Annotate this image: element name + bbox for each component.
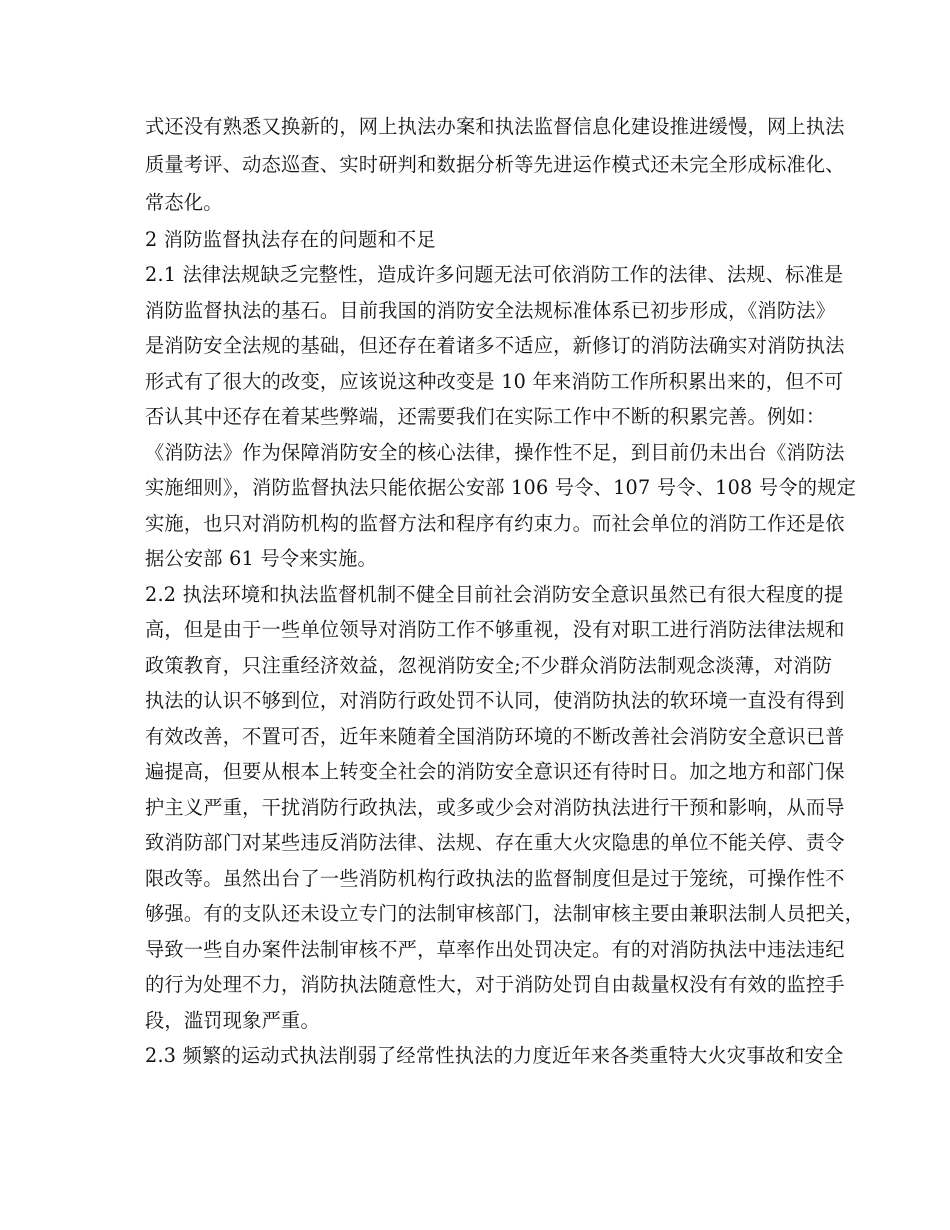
text-line: 的行为处理不力，消防执法随意性大，对于消防处罚自由裁量权没有有效的监控手 xyxy=(145,973,845,996)
text-line: 实施，也只对消防机构的监督方法和程序有约束力。而社会单位的消防工作还是依 xyxy=(145,512,845,535)
text-line: 致消防部门对某些违反消防法律、法规、存在重大火灾隐患的单位不能关停、责令 xyxy=(145,831,845,854)
text-line: 护主义严重，干扰消防行政执法，或多或少会对消防执法进行干预和影响，从而导 xyxy=(145,796,845,819)
text-line: 高，但是由于一些单位领导对消防工作不够重视，没有对职工进行消防法律法规和 xyxy=(145,618,845,641)
text-line: 执法的认识不够到位，对消防行政处罚不认同，使消防执法的软环境一直没有得到 xyxy=(145,689,845,712)
subsection-heading-line: 2.3 频繁的运动式执法削弱了经常性执法的力度近年来各类重特大火灾事故和安全 xyxy=(145,1044,844,1067)
section-heading: 2 消防监督执法存在的问题和不足 xyxy=(145,228,436,251)
text-line: 否认其中还存在着某些弊端，还需要我们在实际工作中不断的积累完善。例如： xyxy=(145,405,826,428)
text-line: 形式有了很大的改变，应该说这种改变是 10 年来消防工作所积累出来的，但不可 xyxy=(145,370,844,393)
text-line: 《消防法》作为保障消防安全的核心法律，操作性不足，到目前仍未出台《消防法 xyxy=(145,441,845,464)
text-line: 遍提高，但要从根本上转变全社会的消防安全意识还有待时日。加之地方和部门保 xyxy=(145,760,845,783)
text-line: 有效改善，不置可否，近年来随着全国消防环境的不断改善社会消防安全意识已普 xyxy=(145,725,845,748)
text-line: 质量考评、动态巡查、实时研判和数据分析等先进运作模式还未完全形成标准化、 xyxy=(145,153,845,176)
text-line: 够强。有的支队还未设立专门的法制审核部门，法制审核主要由兼职法制人员把关， xyxy=(145,902,865,925)
text-line: 限改等。虽然出台了一些消防机构行政执法的监督制度但是过于笼统，可操作性不 xyxy=(145,867,845,890)
text-line: 导致一些自办案件法制审核不严，草率作出处罚决定。有的对消防执法中违法违纪 xyxy=(145,938,845,961)
text-line: 政策教育，只注重经济效益，忽视消防安全;不少群众消防法制观念淡薄，对消防 xyxy=(145,654,833,677)
text-line: 段，滥罚现象严重。 xyxy=(145,1009,320,1032)
text-line: 据公安部 61 号令来实施。 xyxy=(145,547,377,570)
text-line: 是消防安全法规的基础，但还存在着诸多不适应，新修订的消防法确实对消防执法 xyxy=(145,334,845,357)
text-line: 实施细则》，消防监督执法只能依据公安部 106 号令、107 号令、108 号令的规定 xyxy=(145,476,857,499)
text-line: 消防监督执法的基石。目前我国的消防安全法规标准体系已初步形成，《消防法》 xyxy=(145,299,836,322)
subsection-heading-line: 2.1 法律法规缺乏完整性，造成许多问题无法可依消防工作的法律、法规、标准是 xyxy=(145,263,844,286)
text-line: 式还没有熟悉又换新的，网上执法办案和执法监督信息化建设推进缓慢，网上执法 xyxy=(145,115,845,138)
text-line: 常态化。 xyxy=(145,191,223,214)
subsection-heading-line: 2.2 执法环境和执法监督机制不健全目前社会消防安全意识虽然已有很大程度的提 xyxy=(145,583,844,606)
